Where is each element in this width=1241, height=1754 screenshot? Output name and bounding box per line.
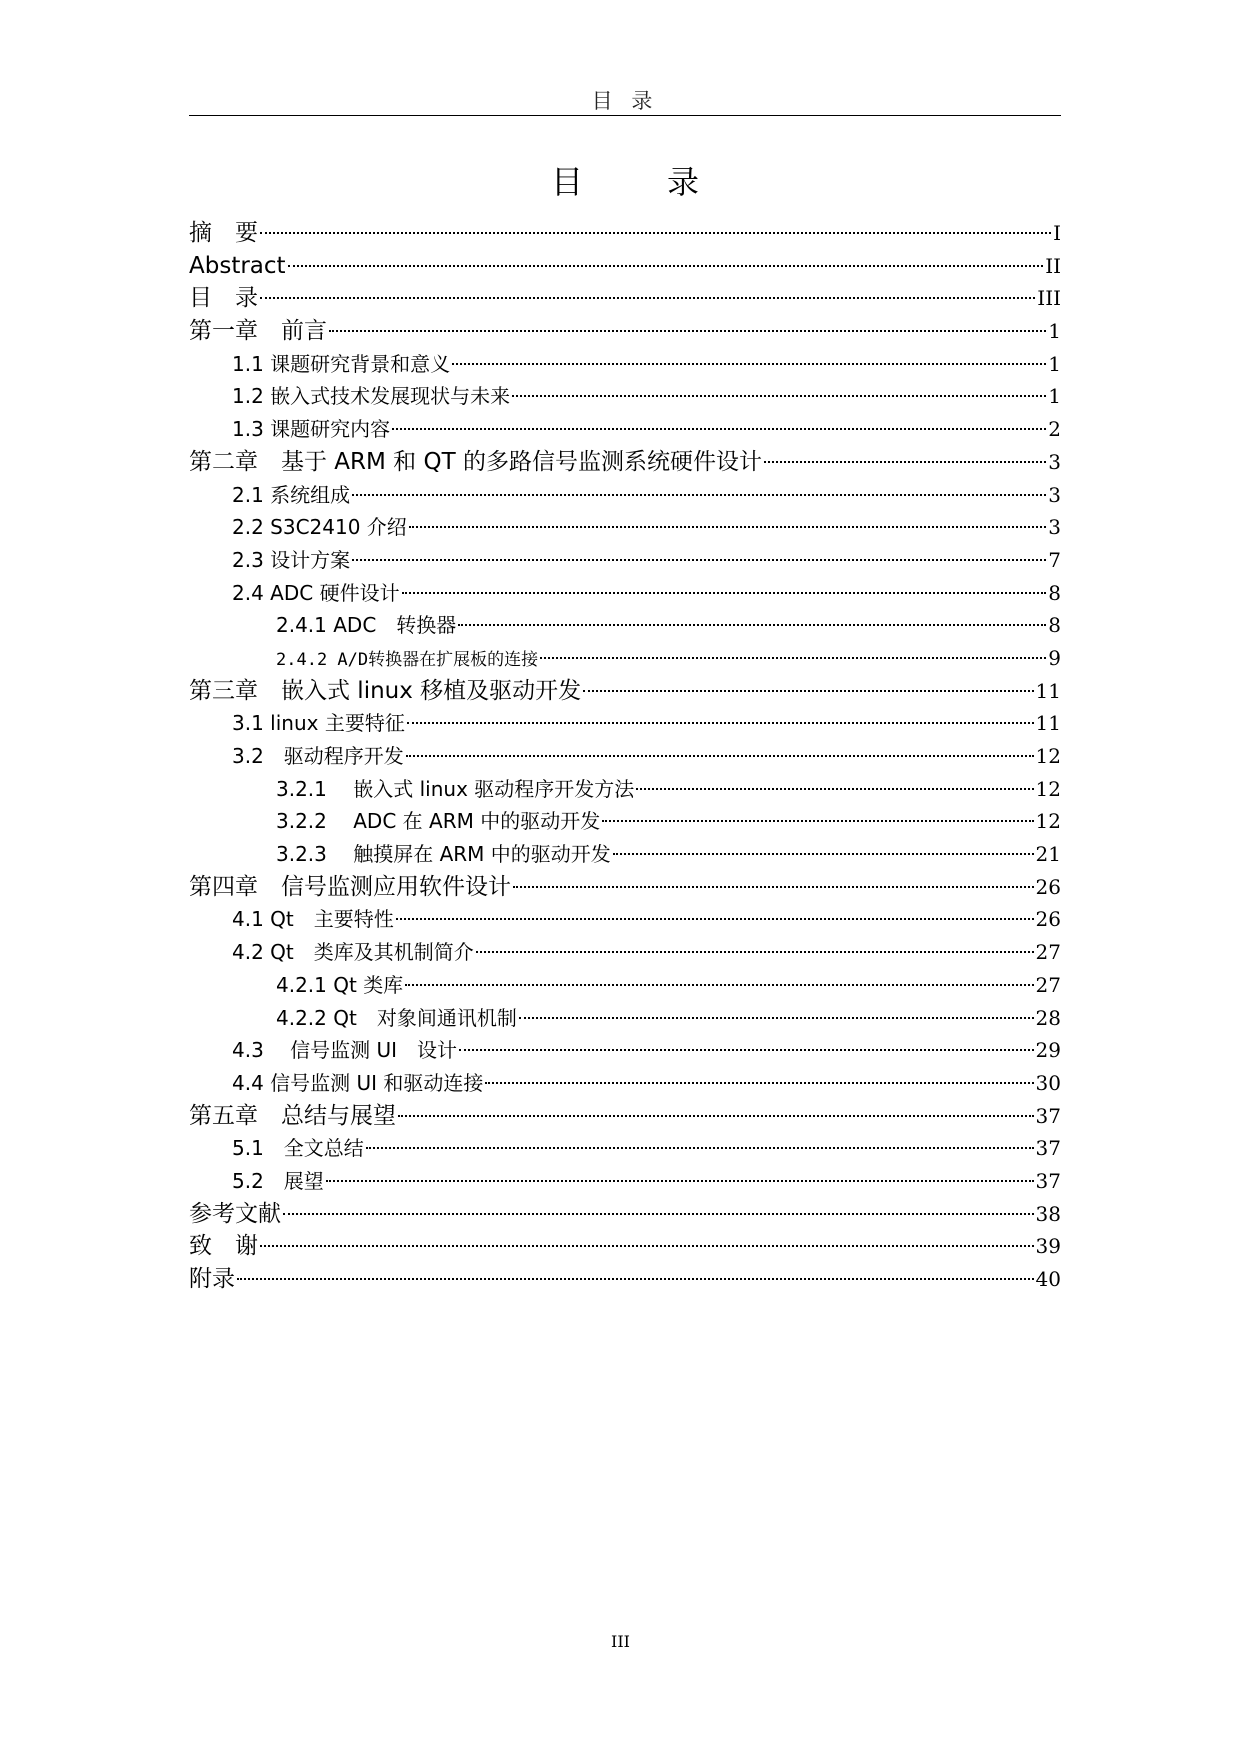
dot-leader [283, 1213, 1034, 1215]
dot-leader [288, 265, 1044, 267]
dot-leader [352, 494, 1046, 496]
dot-leader [366, 1147, 1034, 1149]
toc-entry[interactable] [189, 250, 1061, 283]
dot-leader [458, 624, 1046, 626]
toc-entry-label: 4.2 Qt 类库及其机制简介 [232, 940, 474, 965]
dot-leader [519, 1017, 1034, 1019]
dot-leader [329, 330, 1046, 332]
dot-leader [459, 1049, 1033, 1051]
toc-entry-page: 1 [1048, 384, 1061, 409]
toc-entry[interactable] [189, 511, 1061, 544]
toc-entry-label: 3.2.3 触摸屏在 ARM 中的驱动开发 [276, 842, 611, 867]
dot-leader [452, 363, 1046, 365]
toc-entry[interactable] [189, 903, 1061, 936]
toc-entry-page: 38 [1035, 1201, 1061, 1226]
toc-entry-label: 3.2.1 嵌入式 linux 驱动程序开发方法 [276, 776, 635, 801]
toc-entry-page: 3 [1048, 482, 1061, 507]
toc-entry-label: 2.4.2 A/D转换器在扩展板的连接 [276, 649, 539, 670]
toc-entry-label: 摘 要 [189, 220, 258, 246]
toc-entry[interactable] [189, 740, 1061, 773]
toc-entry-label: 4.2.1 Qt 类库 [276, 972, 404, 997]
toc-entry-page: 28 [1035, 1005, 1061, 1030]
toc-entry[interactable] [189, 707, 1061, 740]
dot-leader [405, 984, 1033, 986]
toc-entry[interactable] [189, 1034, 1061, 1067]
toc-entry-label: 第三章 嵌入式 linux 移植及驱动开发 [189, 677, 582, 704]
toc-entry-page: 8 [1048, 613, 1061, 638]
toc-entry-label: 2.2 S3C2410 介绍 [232, 515, 407, 540]
toc-entry[interactable] [189, 479, 1061, 512]
toc-entry-label: 5.2 展望 [232, 1168, 324, 1193]
toc-entry-label: 2.4.1 ADC 转换器 [276, 613, 457, 638]
toc-entry[interactable] [189, 348, 1061, 381]
toc-entry-label: 第二章 基于 ARM 和 QT 的多路信号监测系统硬件设计 [189, 448, 762, 475]
toc-entry[interactable] [189, 1100, 1061, 1133]
toc-entry-page: 3 [1048, 515, 1061, 540]
toc-entry-page: 27 [1035, 940, 1061, 965]
toc-entry-page: 40 [1035, 1267, 1061, 1291]
toc-entry-page: 12 [1035, 744, 1061, 768]
page-number: III [611, 1632, 630, 1651]
dot-leader [326, 1180, 1034, 1182]
toc-entry-page: II [1045, 253, 1061, 278]
table-of-contents [189, 217, 1061, 1296]
dot-leader [540, 657, 1046, 659]
toc-entry-label: 附录 [189, 1266, 235, 1292]
toc-entry-page: 11 [1035, 678, 1061, 703]
toc-entry-page: 12 [1035, 809, 1061, 834]
toc-entry[interactable] [189, 773, 1061, 806]
toc-entry-label: 4.2.2 Qt 对象间通讯机制 [276, 1005, 517, 1030]
toc-entry[interactable] [189, 871, 1061, 904]
toc-entry-page: 37 [1035, 1136, 1061, 1161]
toc-entry-label: Abstract [189, 252, 286, 279]
toc-entry[interactable] [189, 675, 1061, 708]
toc-entry-page: 2 [1048, 417, 1061, 442]
toc-entry[interactable] [189, 1230, 1061, 1263]
dot-leader [396, 918, 1034, 920]
toc-entry-page: 29 [1035, 1038, 1061, 1063]
toc-entry-page: 8 [1048, 580, 1061, 605]
toc-entry[interactable] [189, 838, 1061, 871]
toc-entry[interactable] [189, 544, 1061, 577]
toc-entry-label: 2.4 ADC 硬件设计 [232, 580, 400, 605]
toc-entry[interactable] [189, 1132, 1061, 1165]
dot-leader [407, 722, 1034, 724]
dot-leader [260, 1245, 1034, 1247]
dot-leader [409, 526, 1046, 528]
dot-leader [260, 232, 1051, 234]
toc-entry-label: 3.2 驱动程序开发 [232, 744, 404, 768]
toc-entry-label: 第四章 信号监测应用软件设计 [189, 873, 511, 900]
running-header: 目 录 [189, 88, 1061, 116]
toc-entry[interactable] [189, 577, 1061, 610]
toc-entry-page: 37 [1035, 1103, 1061, 1128]
dot-leader [613, 853, 1034, 855]
dot-leader [583, 690, 1033, 692]
toc-entry[interactable] [189, 315, 1061, 348]
toc-entry-page: 26 [1035, 874, 1061, 899]
toc-entry-label: 4.3 信号监测 UI 设计 [232, 1038, 458, 1063]
toc-entry[interactable] [189, 609, 1061, 642]
dot-leader [260, 297, 1035, 299]
toc-entry-label: 2.1 系统组成 [232, 482, 351, 507]
toc-entry-label: 4.1 Qt 主要特性 [232, 907, 394, 932]
toc-entry-label: 3.1 linux 主要特征 [232, 711, 405, 736]
toc-entry[interactable] [189, 380, 1061, 413]
toc-entry-label: 1.3 课题研究内容 [232, 417, 391, 442]
toc-entry-label: 第一章 前言 [189, 318, 327, 345]
toc-entry-label: 2.3 设计方案 [232, 547, 351, 572]
toc-entry-label: 1.2 嵌入式技术发展现状与未来 [232, 384, 511, 409]
toc-entry-page: 26 [1035, 907, 1061, 932]
toc-entry-page: I [1053, 221, 1061, 245]
toc-entry-label: 目 录 [189, 285, 258, 312]
toc-entry[interactable] [189, 1165, 1061, 1198]
dot-leader [485, 1082, 1033, 1084]
toc-entry-label: 5.1 全文总结 [232, 1136, 364, 1161]
toc-entry-page: 21 [1035, 842, 1061, 867]
toc-entry-page: 37 [1035, 1168, 1061, 1193]
toc-entry-label: 第五章 总结与展望 [189, 1102, 396, 1129]
toc-entry-label: 4.4 信号监测 UI 和驱动连接 [232, 1070, 484, 1095]
toc-entry[interactable] [189, 446, 1061, 479]
toc-entry-page: 7 [1048, 547, 1061, 572]
dot-leader [513, 886, 1034, 888]
toc-entry[interactable] [189, 282, 1061, 315]
toc-entry-page: 39 [1035, 1234, 1061, 1259]
toc-entry-page: 1 [1048, 351, 1061, 376]
toc-entry-page: 30 [1035, 1070, 1061, 1095]
toc-entry[interactable] [189, 642, 1061, 675]
toc-entry[interactable] [189, 413, 1061, 446]
toc-entry[interactable] [189, 217, 1061, 250]
toc-entry-page: III [1037, 286, 1061, 311]
toc-entry[interactable] [189, 1198, 1061, 1231]
toc-entry-label: 3.2.2 ADC 在 ARM 中的驱动开发 [276, 809, 601, 834]
dot-leader [764, 461, 1046, 463]
dot-leader [406, 755, 1034, 757]
dot-leader [352, 559, 1046, 561]
toc-entry-page: 12 [1035, 776, 1061, 801]
toc-entry[interactable] [189, 936, 1061, 969]
toc-entry[interactable] [189, 805, 1061, 838]
dot-leader [512, 395, 1046, 397]
toc-entry-page: 11 [1035, 711, 1061, 736]
dot-leader [392, 428, 1046, 430]
toc-entry-label: 参考文献 [189, 1200, 281, 1227]
toc-entry-label: 1.1 课题研究背景和意义 [232, 351, 451, 376]
toc-entry-page: 9 [1048, 645, 1061, 670]
toc-entry-page: 27 [1035, 972, 1061, 997]
dot-leader [476, 951, 1034, 953]
dot-leader [602, 820, 1033, 822]
toc-entry[interactable] [189, 969, 1061, 1002]
dot-leader [398, 1115, 1034, 1117]
toc-entry-page: 3 [1048, 449, 1061, 474]
toc-entry[interactable] [189, 1263, 1061, 1296]
toc-entry[interactable] [189, 1002, 1061, 1035]
dot-leader [402, 592, 1047, 594]
toc-entry-page: 1 [1048, 319, 1061, 344]
dot-leader [237, 1278, 1034, 1280]
toc-entry-label: 致 谢 [189, 1233, 258, 1260]
dot-leader [636, 788, 1033, 790]
toc-entry[interactable] [189, 1067, 1061, 1100]
page-title: 目 录 [550, 163, 725, 201]
